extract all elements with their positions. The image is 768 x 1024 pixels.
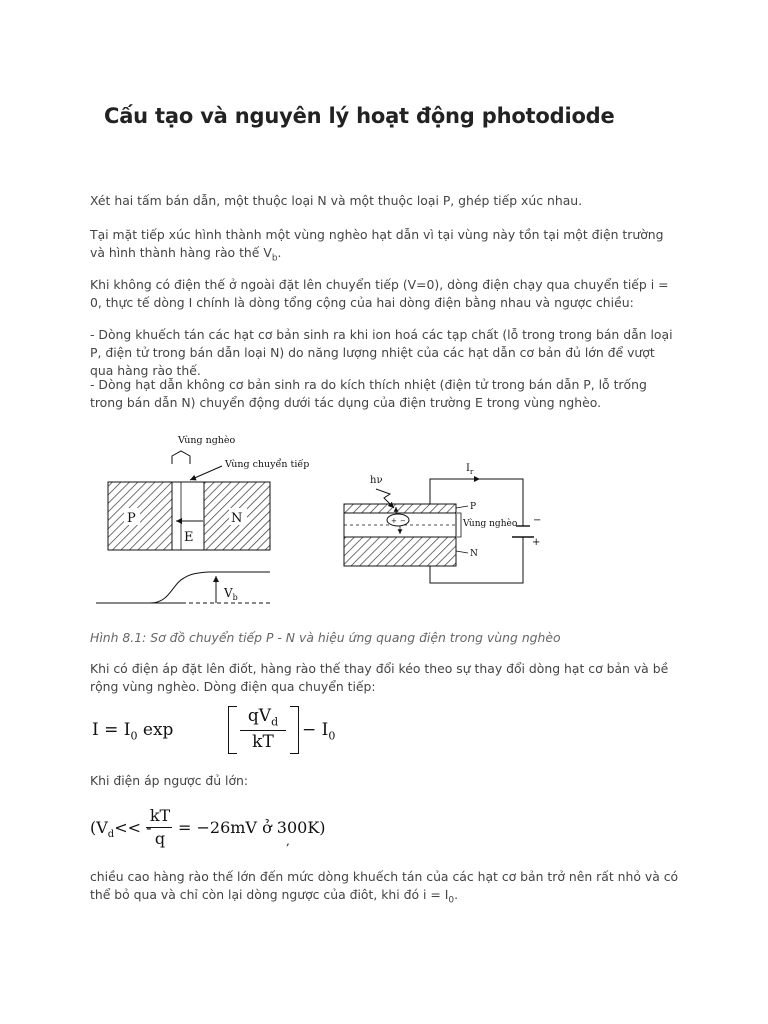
- formula-diode-current: $I = I_0$ exp $qV_d$ kT − $I_0$: [92, 706, 336, 752]
- subscript: b: [271, 253, 278, 264]
- n-layer: [344, 537, 456, 566]
- svg-text:+: +: [391, 517, 397, 525]
- svg-text:−: −: [400, 517, 406, 525]
- formula1-denominator: kT: [252, 732, 274, 752]
- formula1-tail: − I: [302, 720, 329, 740]
- subscript: 0: [448, 895, 455, 906]
- paragraph-intro: Xét hai tấm bán dẫn, một thuộc loại N và một thuộc loại P, ghép tiếp xúc nhau.: [90, 193, 583, 208]
- formula1-lhs: I = I: [92, 720, 131, 740]
- barrier-curve: [150, 572, 270, 603]
- formula-reverse-condition: ($V_d<<$ - kT q = −26mV ở 300K) ,: [90, 806, 326, 848]
- label-vb: $V_b$: [224, 586, 238, 602]
- formula2-numerator: kT: [149, 806, 171, 825]
- label-n-layer: N: [470, 549, 478, 559]
- label-e: E: [184, 530, 194, 545]
- label-p: P: [127, 511, 136, 526]
- label-junction: Vùng chuyển tiếp: [225, 459, 310, 470]
- formula2-comma: ,: [286, 834, 290, 848]
- label-hv: hν: [370, 475, 383, 486]
- formula2-denominator: q: [154, 829, 166, 848]
- formula1-exp: exp: [142, 720, 174, 740]
- label-depletion-layer: Vùng nghèo: [463, 519, 518, 529]
- page-title: Cấu tạo và nguyên lý hoạt động photodiode: [104, 104, 615, 128]
- formula1-numerator: qV: [247, 706, 272, 726]
- label-p-layer: P: [470, 502, 477, 512]
- depletion-brace: [172, 451, 190, 464]
- paragraph-drift-current: - Dòng hạt dẫn không cơ bản sinh ra do kích thích nhiệt (điện tử trong bán dẫn P, lỗ trống trong bán dẫn N) chuyển động dưới tác dụng của điện trường E trong vùng nghèo.: [90, 377, 647, 410]
- battery-plus: +: [532, 537, 541, 548]
- paragraph-applied-voltage: Khi có điện áp đặt lên điốt, hàng rào thế thay đổi kéo theo sự thay đổi dòng hạt cơ bản và bề rộng vùng nghèo. Dòng điện qua chuyển tiếp:: [90, 661, 669, 694]
- battery-minus: −: [533, 515, 542, 526]
- p-layer: [344, 504, 456, 513]
- paragraph-reverse-bias: Khi điện áp ngược đủ lớn:: [90, 773, 249, 788]
- junction-diagram: [96, 435, 309, 603]
- label-ir: $I_r$: [466, 463, 474, 476]
- formula2-open: (V: [90, 818, 108, 837]
- label-depletion-region: Vùng nghèo: [178, 435, 236, 446]
- formula2-rest: = −26mV ở 300K): [178, 818, 326, 837]
- figure-caption: Hình 8.1: Sơ đồ chuyển tiếp P - N và hiệu ứng quang điện trong vùng nghèo: [90, 630, 561, 645]
- label-n: N: [231, 511, 243, 526]
- photodiode-circuit-diagram: [344, 463, 541, 583]
- formula2-operator: << -: [114, 818, 152, 837]
- paragraph-text: Tại mặt tiếp xúc hình thành một vùng nghèo hạt dẫn vì tại vùng này tồn tại một điện trường và hình thành hàng rào thế V: [90, 227, 664, 260]
- paragraph-zero-bias: Khi không có điện thế ở ngoài đặt lên chuyển tiếp (V=0), dòng điện chạy qua chuyển tiếp i = 0, thực tế dòng I chính là dòng tổng cộng của hai dòng điện bằng nhau và ngược chiều:: [90, 277, 669, 310]
- paragraph-conclusion: [90, 868, 680, 909]
- junction-arrow: [190, 466, 222, 480]
- paragraph-text: chiều cao hàng rào thế lớn đến mức dòng khuếch tán của các hạt cơ bản trở nên rất nhỏ và có thể bỏ qua và chỉ còn lại dòng ngược của điôt, khi đó i = I: [90, 869, 679, 902]
- paragraph-end: .: [454, 887, 459, 902]
- paragraph-diffusion-current: - Dòng khuếch tán các hạt cơ bản sinh ra khi ion hoá các tạp chất (lỗ trong trong bán dẫn loại P, điện tử trong bán dẫn loại N) do năng lượng nhiệt của các hạt dẫn cơ bản đủ lớn để vượt qua hàng rào thế.: [90, 327, 673, 378]
- paragraph-end: .: [277, 245, 282, 260]
